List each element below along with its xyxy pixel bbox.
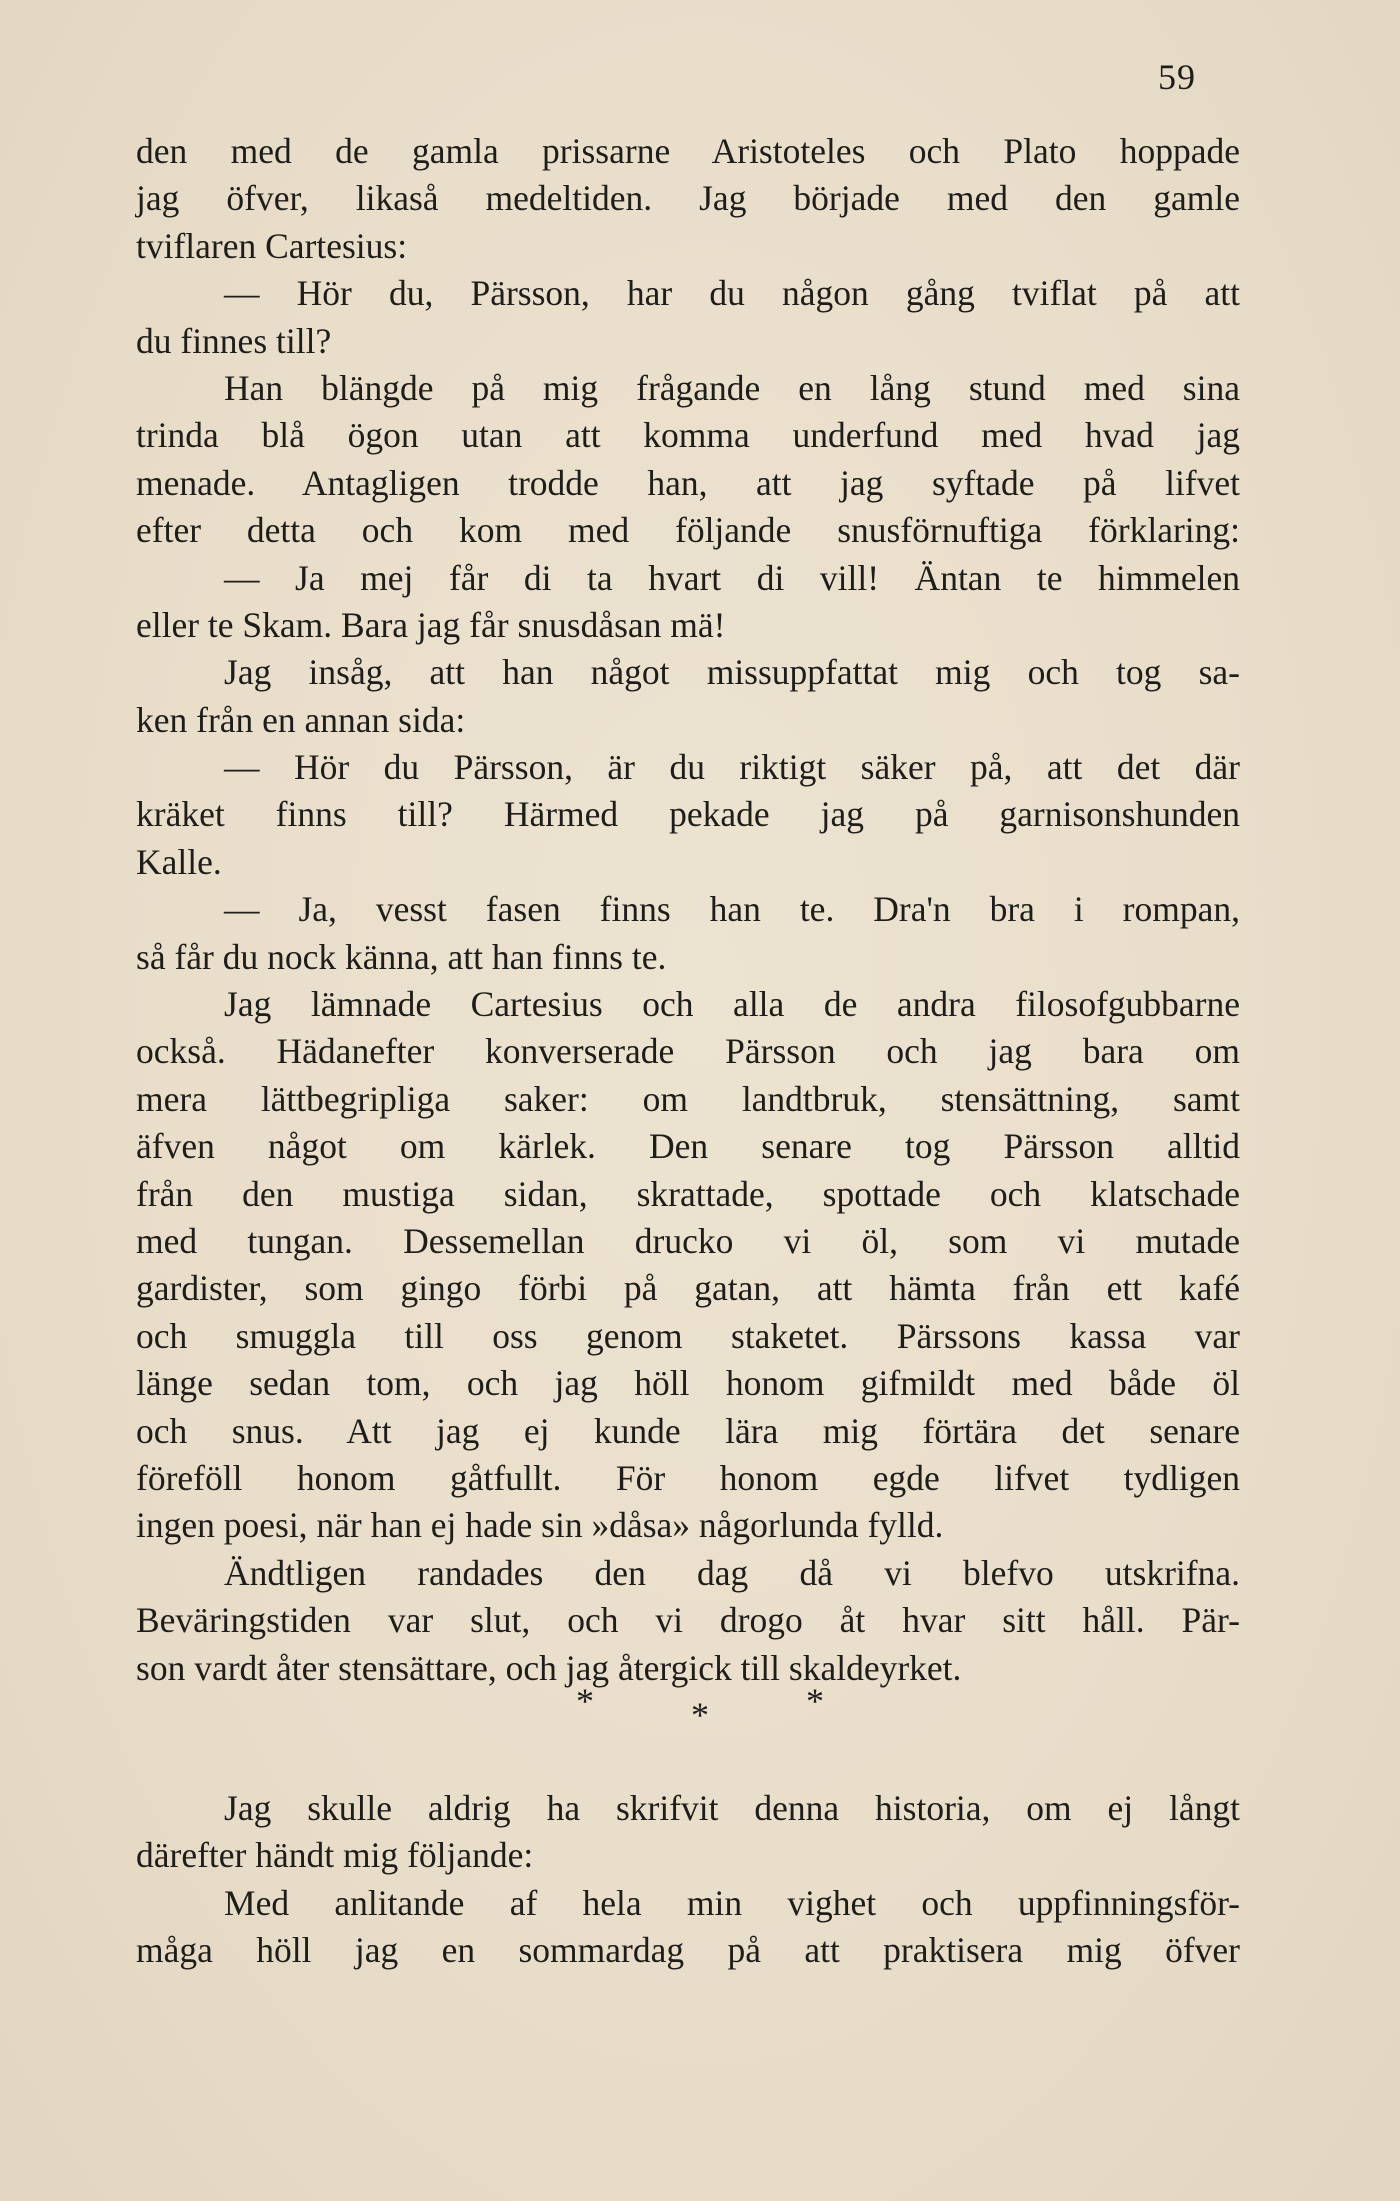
text-line: — Ja mej får di ta hvart di vill! Äntan te himmelen: [224, 557, 1240, 598]
body-text-section-2: [136, 1785, 1240, 1975]
text-line: föreföll honom gåtfullt. För honom egde lifvet tydligen: [136, 1457, 1240, 1498]
asterisk-left: *: [576, 1681, 594, 1721]
section-separator: [0, 1680, 1400, 1735]
text-line: — Hör du Pärsson, är du riktigt säker på, att det där: [224, 747, 1240, 788]
text-line: jag öfver, likaså medeltiden. Jag började med den gamle: [136, 178, 1240, 219]
page-number: 59: [1158, 57, 1196, 97]
text-line: tviflaren Cartesius:: [136, 225, 408, 266]
text-line: mera lättbegripliga saker: om landtbruk, stensättning, samt: [136, 1078, 1240, 1119]
text-line: så får du nock känna, att han finns te.: [136, 936, 667, 977]
text-line: ken från en annan sida:: [136, 699, 466, 740]
text-line: Jag skulle aldrig ha skrifvit denna historia, om ej långt: [224, 1788, 1240, 1828]
text-line: äfven något om kärlek. Den senare tog Pärsson alltid: [136, 1126, 1240, 1167]
text-line: gardister, som gingo förbi på gatan, att hämta från ett kafé: [136, 1268, 1240, 1309]
text-line: därefter händt mig följande:: [136, 1835, 534, 1876]
text-line: och smuggla till oss genom staketet. Pärssons kassa var: [136, 1315, 1240, 1356]
text-line: Han blängde på mig frågande en lång stund med sina: [224, 367, 1240, 408]
text-line: den med de gamla prissarne Aristoteles och Plato hoppade: [136, 131, 1240, 171]
text-line: Beväringstiden var slut, och vi drogo åt hvar sitt håll. Pär-: [136, 1600, 1240, 1641]
text-line: Kalle.: [136, 841, 222, 882]
text-line: — Hör du, Pärsson, har du någon gång tviflat på att: [224, 273, 1240, 314]
text-line: trinda blå ögon utan att komma underfund med hvad jag: [136, 415, 1240, 456]
asterisk-middle: *: [691, 1695, 709, 1735]
text-line: efter detta och kom med följande snusförnuftiga förklaring:: [136, 510, 1240, 551]
text-line: från den mustiga sidan, skrattade, spottade och klatschade: [136, 1173, 1240, 1214]
text-line: Jag insåg, att han något missuppfattat mig och tog sa-: [224, 652, 1240, 693]
text-line: länge sedan tom, och jag höll honom gifmildt med både öl: [136, 1363, 1240, 1404]
text-line: med tungan. Dessemellan drucko vi öl, som vi mutade: [136, 1220, 1240, 1261]
text-line: eller te Skam. Bara jag får snusdåsan mä!: [136, 604, 726, 645]
text-line: Med anlitande af hela min vighet och uppfinningsför-: [224, 1882, 1240, 1923]
text-line: kräket finns till? Härmed pekade jag på garnisonshunden: [136, 794, 1240, 835]
text-line: ingen poesi, när han ej hade sin »dåsa» någorlunda fylld.: [136, 1505, 944, 1546]
text-line: menade. Antagligen trodde han, att jag syftade på lifvet: [136, 462, 1240, 503]
text-line: också. Hädanefter konverserade Pärsson och jag bara om: [136, 1031, 1240, 1072]
text-line: Jag lämnade Cartesius och alla de andra filosofgubbarne: [224, 984, 1240, 1025]
text-line: — Ja, vesst fasen finns han te. Dra'n bra i rompan,: [224, 889, 1240, 930]
body-text-section-1: [136, 128, 1240, 1692]
text-line: son vardt åter stensättare, och jag återgick till skaldeyrket.: [136, 1647, 962, 1688]
asterisk-right: *: [806, 1681, 824, 1721]
text-line: Ändtligen randades den dag då vi blefvo utskrifna.: [224, 1552, 1240, 1593]
text-line: du finnes till?: [136, 320, 332, 361]
text-line: och snus. Att jag ej kunde lära mig förtära det senare: [136, 1410, 1240, 1451]
text-line: måga höll jag en sommardag på att praktisera mig öfver: [136, 1930, 1240, 1971]
